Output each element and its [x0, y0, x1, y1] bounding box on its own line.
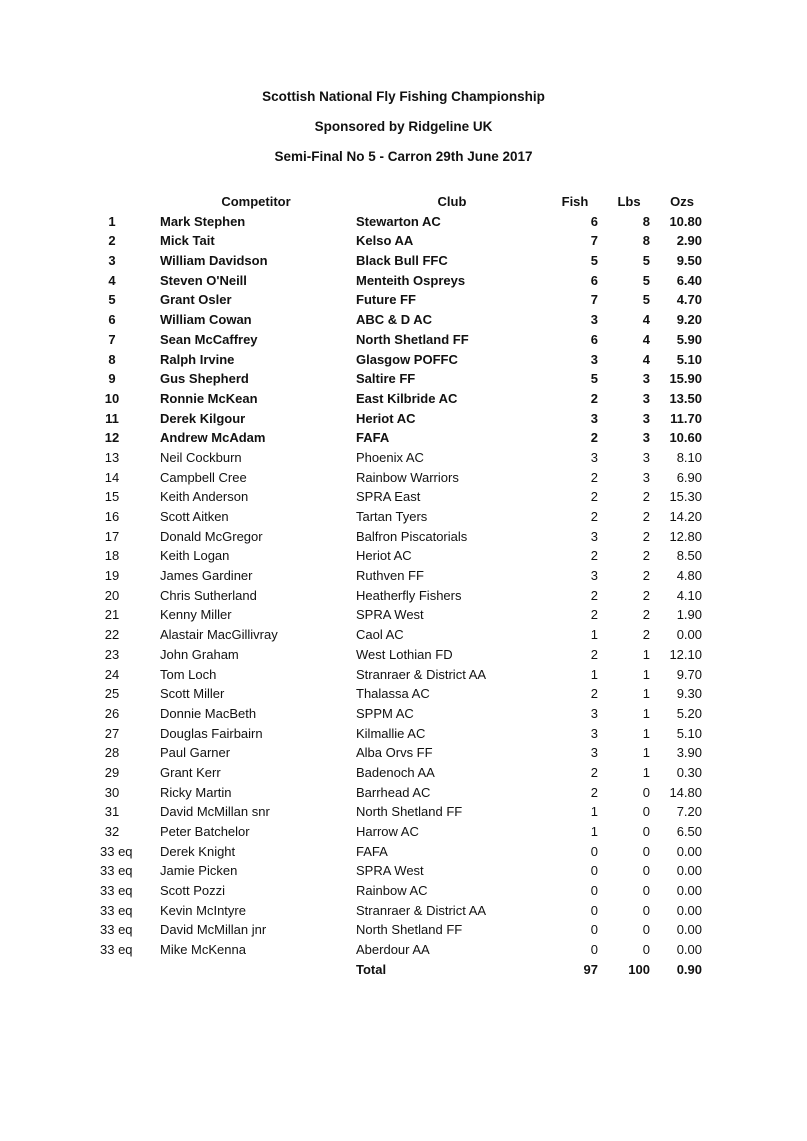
- table-row: [100, 507, 710, 527]
- fish-cell: 3: [590, 312, 598, 328]
- ozs-cell: 15.90: [669, 371, 702, 387]
- table-row: [100, 645, 710, 665]
- fish-cell: 1: [590, 627, 598, 643]
- club-cell: Future FF: [356, 292, 416, 308]
- event-subtitle: Semi-Final No 5 - Carron 29th June 2017: [274, 149, 533, 164]
- ozs-cell: 13.50: [669, 390, 702, 406]
- table-row: [100, 212, 710, 232]
- club-cell: Glasgow POFFC: [356, 351, 458, 367]
- position-cell: 33 eq: [100, 942, 133, 958]
- club-cell: Balfron Piscatorials: [356, 528, 468, 544]
- total-row: [100, 960, 710, 980]
- club-cell: SPRA West: [356, 863, 424, 879]
- lbs-cell: 0: [642, 883, 650, 899]
- position-cell: 21: [104, 607, 120, 623]
- position-cell: 1: [108, 213, 116, 229]
- competitor-cell: Douglas Fairbairn: [160, 725, 263, 741]
- fish-cell: 2: [590, 489, 598, 505]
- competitor-cell: Mike McKenna: [160, 942, 246, 958]
- fish-cell: 3: [590, 705, 598, 721]
- table-row: [100, 231, 710, 251]
- club-cell: SPRA West: [356, 607, 424, 623]
- lbs-cell: 3: [642, 371, 650, 387]
- competitor-cell: Mark Stephen: [160, 213, 246, 229]
- club-cell: Saltire FF: [356, 371, 416, 387]
- fish-cell: 7: [590, 292, 598, 308]
- fish-cell: 5: [590, 253, 598, 269]
- competitor-cell: John Graham: [160, 646, 239, 662]
- competitor-cell: William Davidson: [160, 253, 268, 269]
- lbs-cell: 4: [642, 351, 650, 367]
- ozs-cell: 7.20: [676, 804, 702, 820]
- position-cell: 31: [104, 804, 120, 820]
- fish-cell: 0: [590, 843, 598, 859]
- table-row: [100, 527, 710, 547]
- lbs-cell: 0: [642, 942, 650, 958]
- header-ozs: Ozs: [670, 194, 694, 209]
- table-row: [100, 822, 710, 842]
- lbs-cell: 2: [642, 509, 650, 524]
- lbs-cell: 2: [642, 587, 650, 603]
- club-cell: Thalassa AC: [356, 686, 430, 702]
- fish-cell: 2: [590, 784, 598, 800]
- lbs-cell: 0: [642, 902, 650, 918]
- ozs-cell: 8.10: [676, 449, 702, 465]
- ozs-cell: 9.70: [676, 666, 702, 682]
- lbs-cell: 5: [642, 292, 650, 308]
- competitor-cell: Steven O'Neill: [160, 272, 247, 288]
- lbs-cell: 0: [642, 784, 650, 800]
- table-row: [100, 842, 710, 862]
- ozs-cell: 9.30: [676, 686, 702, 702]
- header-fish: Fish: [561, 194, 589, 209]
- competitor-cell: Derek Kilgour: [160, 410, 246, 426]
- ozs-cell: 0.00: [676, 902, 702, 918]
- table-row: [100, 605, 710, 625]
- fish-cell: 2: [590, 509, 598, 524]
- position-cell: 15: [104, 489, 120, 505]
- position-cell: 26: [104, 705, 120, 721]
- club-cell: East Kilbride AC: [356, 390, 458, 406]
- lbs-cell: 1: [642, 725, 650, 741]
- club-cell: North Shetland FF: [356, 331, 469, 347]
- ozs-cell: 9.50: [676, 253, 702, 269]
- club-cell: FAFA: [356, 843, 388, 859]
- title-block: [0, 86, 807, 176]
- ozs-cell: 0.00: [676, 843, 702, 859]
- table-row: [100, 684, 710, 704]
- competitor-cell: Paul Garner: [160, 745, 231, 761]
- position-cell: 24: [104, 666, 120, 682]
- total-label: Total: [356, 961, 387, 977]
- fish-cell: 0: [590, 863, 598, 879]
- competitor-cell: Ricky Martin: [160, 784, 232, 800]
- table-row: [100, 546, 710, 566]
- position-cell: 7: [108, 331, 116, 347]
- fish-cell: 6: [590, 331, 598, 347]
- table-row: [100, 350, 710, 370]
- competitor-cell: David McMillan jnr: [160, 922, 267, 938]
- competitor-cell: Grant Osler: [160, 292, 232, 308]
- lbs-cell: 1: [642, 745, 650, 761]
- competitor-cell: Gus Shepherd: [160, 371, 249, 387]
- ozs-cell: 5.10: [676, 725, 702, 741]
- fish-cell: 3: [590, 351, 598, 367]
- table-row: [100, 468, 710, 488]
- club-cell: Phoenix AC: [356, 449, 424, 465]
- fish-cell: 0: [590, 942, 598, 958]
- fish-cell: 2: [590, 469, 598, 485]
- competitor-cell: Donnie MacBeth: [160, 705, 257, 721]
- club-cell: Rainbow AC: [356, 883, 428, 899]
- lbs-cell: 1: [642, 646, 650, 662]
- position-cell: 28: [104, 745, 120, 761]
- club-cell: FAFA: [356, 430, 390, 446]
- lbs-cell: 2: [642, 489, 650, 505]
- club-cell: Tartan Tyers: [356, 509, 428, 524]
- ozs-cell: 5.90: [676, 331, 702, 347]
- club-cell: Heriot AC: [356, 548, 412, 564]
- fish-cell: 2: [590, 587, 598, 603]
- club-cell: SPRA East: [356, 489, 421, 505]
- position-cell: 11: [105, 410, 119, 426]
- competitor-cell: Donald McGregor: [160, 528, 263, 544]
- club-cell: Menteith Ospreys: [356, 272, 466, 288]
- table-row: [100, 665, 710, 685]
- position-cell: 18: [104, 548, 120, 564]
- table-row: [100, 861, 710, 881]
- position-cell: 33 eq: [100, 883, 133, 899]
- competitor-cell: Derek Knight: [160, 843, 236, 859]
- lbs-cell: 1: [642, 666, 650, 682]
- competitor-cell: Tom Loch: [160, 666, 217, 682]
- table-row: [100, 409, 710, 429]
- championship-title: Scottish National Fly Fishing Championship: [262, 89, 545, 104]
- club-cell: North Shetland FF: [356, 804, 463, 820]
- position-cell: 17: [104, 528, 120, 544]
- lbs-cell: 2: [642, 607, 650, 623]
- ozs-cell: 0.00: [676, 922, 702, 938]
- lbs-cell: 1: [642, 705, 650, 721]
- competitor-cell: Peter Batchelor: [160, 824, 250, 839]
- fish-cell: 6: [590, 272, 598, 288]
- position-cell: 12: [104, 430, 120, 446]
- fish-cell: 0: [590, 902, 598, 918]
- ozs-cell: 2.90: [676, 233, 702, 249]
- position-cell: 13: [104, 449, 120, 465]
- ozs-cell: 5.20: [676, 705, 702, 721]
- lbs-cell: 8: [642, 213, 650, 229]
- competitor-cell: Jamie Picken: [160, 863, 238, 879]
- fish-cell: 3: [590, 745, 598, 761]
- fish-cell: 5: [590, 371, 598, 387]
- competitor-cell: Keith Anderson: [160, 489, 249, 505]
- lbs-cell: 2: [642, 528, 650, 544]
- position-cell: 23: [104, 646, 120, 662]
- competitor-cell: Grant Kerr: [160, 764, 221, 780]
- lbs-cell: 4: [642, 312, 650, 328]
- club-cell: Black Bull FFC: [356, 253, 448, 269]
- ozs-cell: 3.90: [676, 745, 702, 761]
- position-cell: 29: [104, 764, 120, 780]
- competitor-cell: Scott Miller: [160, 686, 225, 702]
- ozs-cell: 12.80: [669, 528, 702, 544]
- fish-cell: 2: [590, 390, 598, 406]
- table-row: [100, 881, 710, 901]
- position-cell: 32: [104, 824, 120, 839]
- lbs-cell: 3: [642, 410, 650, 426]
- ozs-cell: 4.80: [676, 568, 702, 584]
- table-row: [100, 743, 710, 763]
- position-cell: 9: [108, 371, 116, 387]
- table-row: [100, 330, 710, 350]
- competitor-cell: Sean McCaffrey: [160, 331, 258, 347]
- position-cell: 33 eq: [100, 843, 133, 859]
- fish-cell: 2: [590, 548, 598, 564]
- lbs-cell: 2: [642, 568, 650, 584]
- fish-cell: 0: [590, 922, 598, 938]
- table-row: [100, 251, 710, 271]
- lbs-cell: 1: [642, 686, 650, 702]
- table-row: [100, 763, 710, 783]
- fish-cell: 2: [590, 764, 598, 780]
- club-cell: Caol AC: [356, 627, 404, 643]
- table-row: [100, 566, 710, 586]
- fish-cell: 1: [590, 804, 598, 820]
- position-cell: 5: [108, 292, 116, 308]
- position-cell: 33 eq: [100, 902, 133, 918]
- table-row: [100, 901, 710, 921]
- ozs-cell: 8.50: [676, 548, 702, 564]
- ozs-cell: 11.70: [670, 410, 702, 426]
- position-cell: 22: [104, 627, 120, 643]
- ozs-cell: 10.80: [669, 213, 702, 229]
- fish-cell: 0: [590, 883, 598, 899]
- lbs-cell: 5: [642, 272, 650, 288]
- position-cell: 19: [104, 568, 120, 584]
- position-cell: 2: [108, 233, 116, 249]
- club-cell: North Shetland FF: [356, 922, 463, 938]
- table-row: [100, 586, 710, 606]
- club-cell: Ruthven FF: [356, 568, 424, 584]
- ozs-cell: 0.30: [676, 764, 702, 780]
- club-cell: Harrow AC: [356, 824, 419, 839]
- fish-cell: 3: [590, 449, 598, 465]
- header-lbs: Lbs: [617, 194, 641, 209]
- lbs-cell: 8: [642, 233, 650, 249]
- ozs-cell: 5.10: [676, 351, 702, 367]
- ozs-cell: 6.90: [676, 469, 702, 485]
- position-cell: 30: [104, 784, 120, 800]
- lbs-cell: 4: [642, 331, 650, 347]
- competitor-cell: Chris Sutherland: [160, 587, 257, 603]
- competitor-cell: William Cowan: [160, 312, 252, 328]
- total-lbs: 100: [628, 961, 650, 977]
- club-cell: Kilmallie AC: [356, 725, 426, 741]
- club-cell: Heriot AC: [356, 410, 416, 426]
- position-cell: 4: [108, 272, 116, 288]
- ozs-cell: 1.90: [676, 607, 702, 623]
- club-cell: Aberdour AA: [356, 942, 430, 958]
- position-cell: 8: [108, 351, 116, 367]
- lbs-cell: 0: [642, 863, 650, 879]
- competitor-cell: Ralph Irvine: [160, 351, 235, 367]
- position-cell: 33 eq: [100, 922, 133, 938]
- table-row: [100, 704, 710, 724]
- ozs-cell: 0.00: [676, 942, 702, 958]
- lbs-cell: 2: [642, 548, 650, 564]
- club-cell: ABC & D AC: [356, 312, 433, 328]
- fish-cell: 3: [590, 568, 598, 584]
- table-row: [100, 783, 710, 803]
- fish-cell: 6: [590, 213, 598, 229]
- table-row: [100, 448, 710, 468]
- fish-cell: 2: [590, 646, 598, 662]
- club-cell: Heatherfly Fishers: [356, 587, 462, 603]
- total-ozs: 0.90: [676, 961, 702, 977]
- lbs-cell: 3: [642, 430, 650, 446]
- club-cell: Kelso AA: [356, 233, 414, 249]
- competitor-cell: Ronnie McKean: [160, 390, 258, 406]
- header-club: Club: [437, 194, 467, 209]
- club-cell: Stewarton AC: [356, 213, 441, 229]
- fish-cell: 2: [590, 607, 598, 623]
- competitor-cell: Mick Tait: [160, 233, 215, 249]
- fish-cell: 2: [590, 686, 598, 702]
- ozs-cell: 12.10: [669, 646, 702, 662]
- fish-cell: 2: [590, 430, 598, 446]
- table-row: [100, 802, 710, 822]
- fish-cell: 3: [590, 528, 598, 544]
- fish-cell: 7: [590, 233, 598, 249]
- position-cell: 27: [104, 725, 120, 741]
- table-row: [100, 271, 710, 291]
- sponsor-line: Sponsored by Ridgeline UK: [314, 119, 493, 134]
- competitor-cell: Campbell Cree: [160, 469, 247, 485]
- lbs-cell: 1: [642, 764, 650, 780]
- competitor-cell: James Gardiner: [160, 568, 253, 584]
- table-row: [100, 369, 710, 389]
- lbs-cell: 0: [642, 824, 650, 839]
- ozs-cell: 6.40: [676, 272, 702, 288]
- competitor-cell: Neil Cockburn: [160, 449, 242, 465]
- club-cell: Badenoch AA: [356, 764, 435, 780]
- ozs-cell: 14.20: [669, 509, 702, 524]
- table-row: [100, 290, 710, 310]
- ozs-cell: 4.10: [676, 587, 702, 603]
- fish-cell: 3: [590, 725, 598, 741]
- lbs-cell: 2: [642, 627, 650, 643]
- ozs-cell: 0.00: [676, 627, 702, 643]
- position-cell: 20: [104, 587, 120, 603]
- header-competitor: Competitor: [221, 194, 291, 209]
- table-row: [100, 310, 710, 330]
- fish-cell: 1: [590, 666, 598, 682]
- lbs-cell: 3: [642, 449, 650, 465]
- competitor-cell: Andrew McAdam: [160, 430, 266, 446]
- competitor-cell: Keith Logan: [160, 548, 230, 564]
- table-row: [100, 724, 710, 744]
- table-row: [100, 625, 710, 645]
- lbs-cell: 3: [642, 390, 650, 406]
- table-row: [100, 428, 710, 448]
- position-cell: 6: [108, 312, 116, 328]
- club-cell: Stranraer & District AA: [356, 666, 487, 682]
- lbs-cell: 3: [642, 469, 650, 485]
- lbs-cell: 5: [642, 253, 650, 269]
- ozs-cell: 0.00: [676, 863, 702, 879]
- results-rows: [100, 212, 710, 960]
- position-cell: 33 eq: [100, 863, 133, 879]
- club-cell: West Lothian FD: [356, 646, 453, 662]
- position-cell: 14: [104, 469, 120, 485]
- club-cell: Stranraer & District AA: [356, 902, 487, 918]
- ozs-cell: 15.30: [669, 489, 702, 505]
- competitor-cell: Alastair MacGillivray: [160, 627, 278, 643]
- table-row: [100, 940, 710, 960]
- fish-cell: 1: [590, 824, 598, 839]
- club-cell: Alba Orvs FF: [356, 745, 433, 761]
- table-row: [100, 920, 710, 940]
- ozs-cell: 0.00: [676, 883, 702, 899]
- lbs-cell: 0: [642, 843, 650, 859]
- table-header: [100, 192, 710, 212]
- competitor-cell: Scott Pozzi: [160, 883, 226, 899]
- club-cell: Barrhead AC: [356, 784, 431, 800]
- competitor-cell: Kenny Miller: [160, 607, 232, 623]
- lbs-cell: 0: [642, 922, 650, 938]
- ozs-cell: 14.80: [669, 784, 702, 800]
- position-cell: 25: [104, 686, 120, 702]
- lbs-cell: 0: [642, 804, 650, 820]
- club-cell: SPPM AC: [356, 705, 414, 721]
- competitor-cell: Scott Aitken: [160, 509, 229, 524]
- results-table: [100, 192, 710, 980]
- club-cell: Rainbow Warriors: [356, 469, 459, 485]
- table-row: [100, 389, 710, 409]
- position-cell: 3: [108, 253, 116, 269]
- total-fish: 97: [583, 961, 598, 977]
- position-cell: 10: [104, 390, 120, 406]
- fish-cell: 3: [590, 410, 598, 426]
- competitor-cell: Kevin McIntyre: [160, 902, 246, 918]
- ozs-cell: 9.20: [676, 312, 702, 328]
- ozs-cell: 10.60: [669, 430, 702, 446]
- table-row: [100, 487, 710, 507]
- competitor-cell: David McMillan snr: [160, 804, 270, 820]
- ozs-cell: 6.50: [676, 824, 702, 839]
- position-cell: 16: [104, 509, 120, 524]
- ozs-cell: 4.70: [676, 292, 702, 308]
